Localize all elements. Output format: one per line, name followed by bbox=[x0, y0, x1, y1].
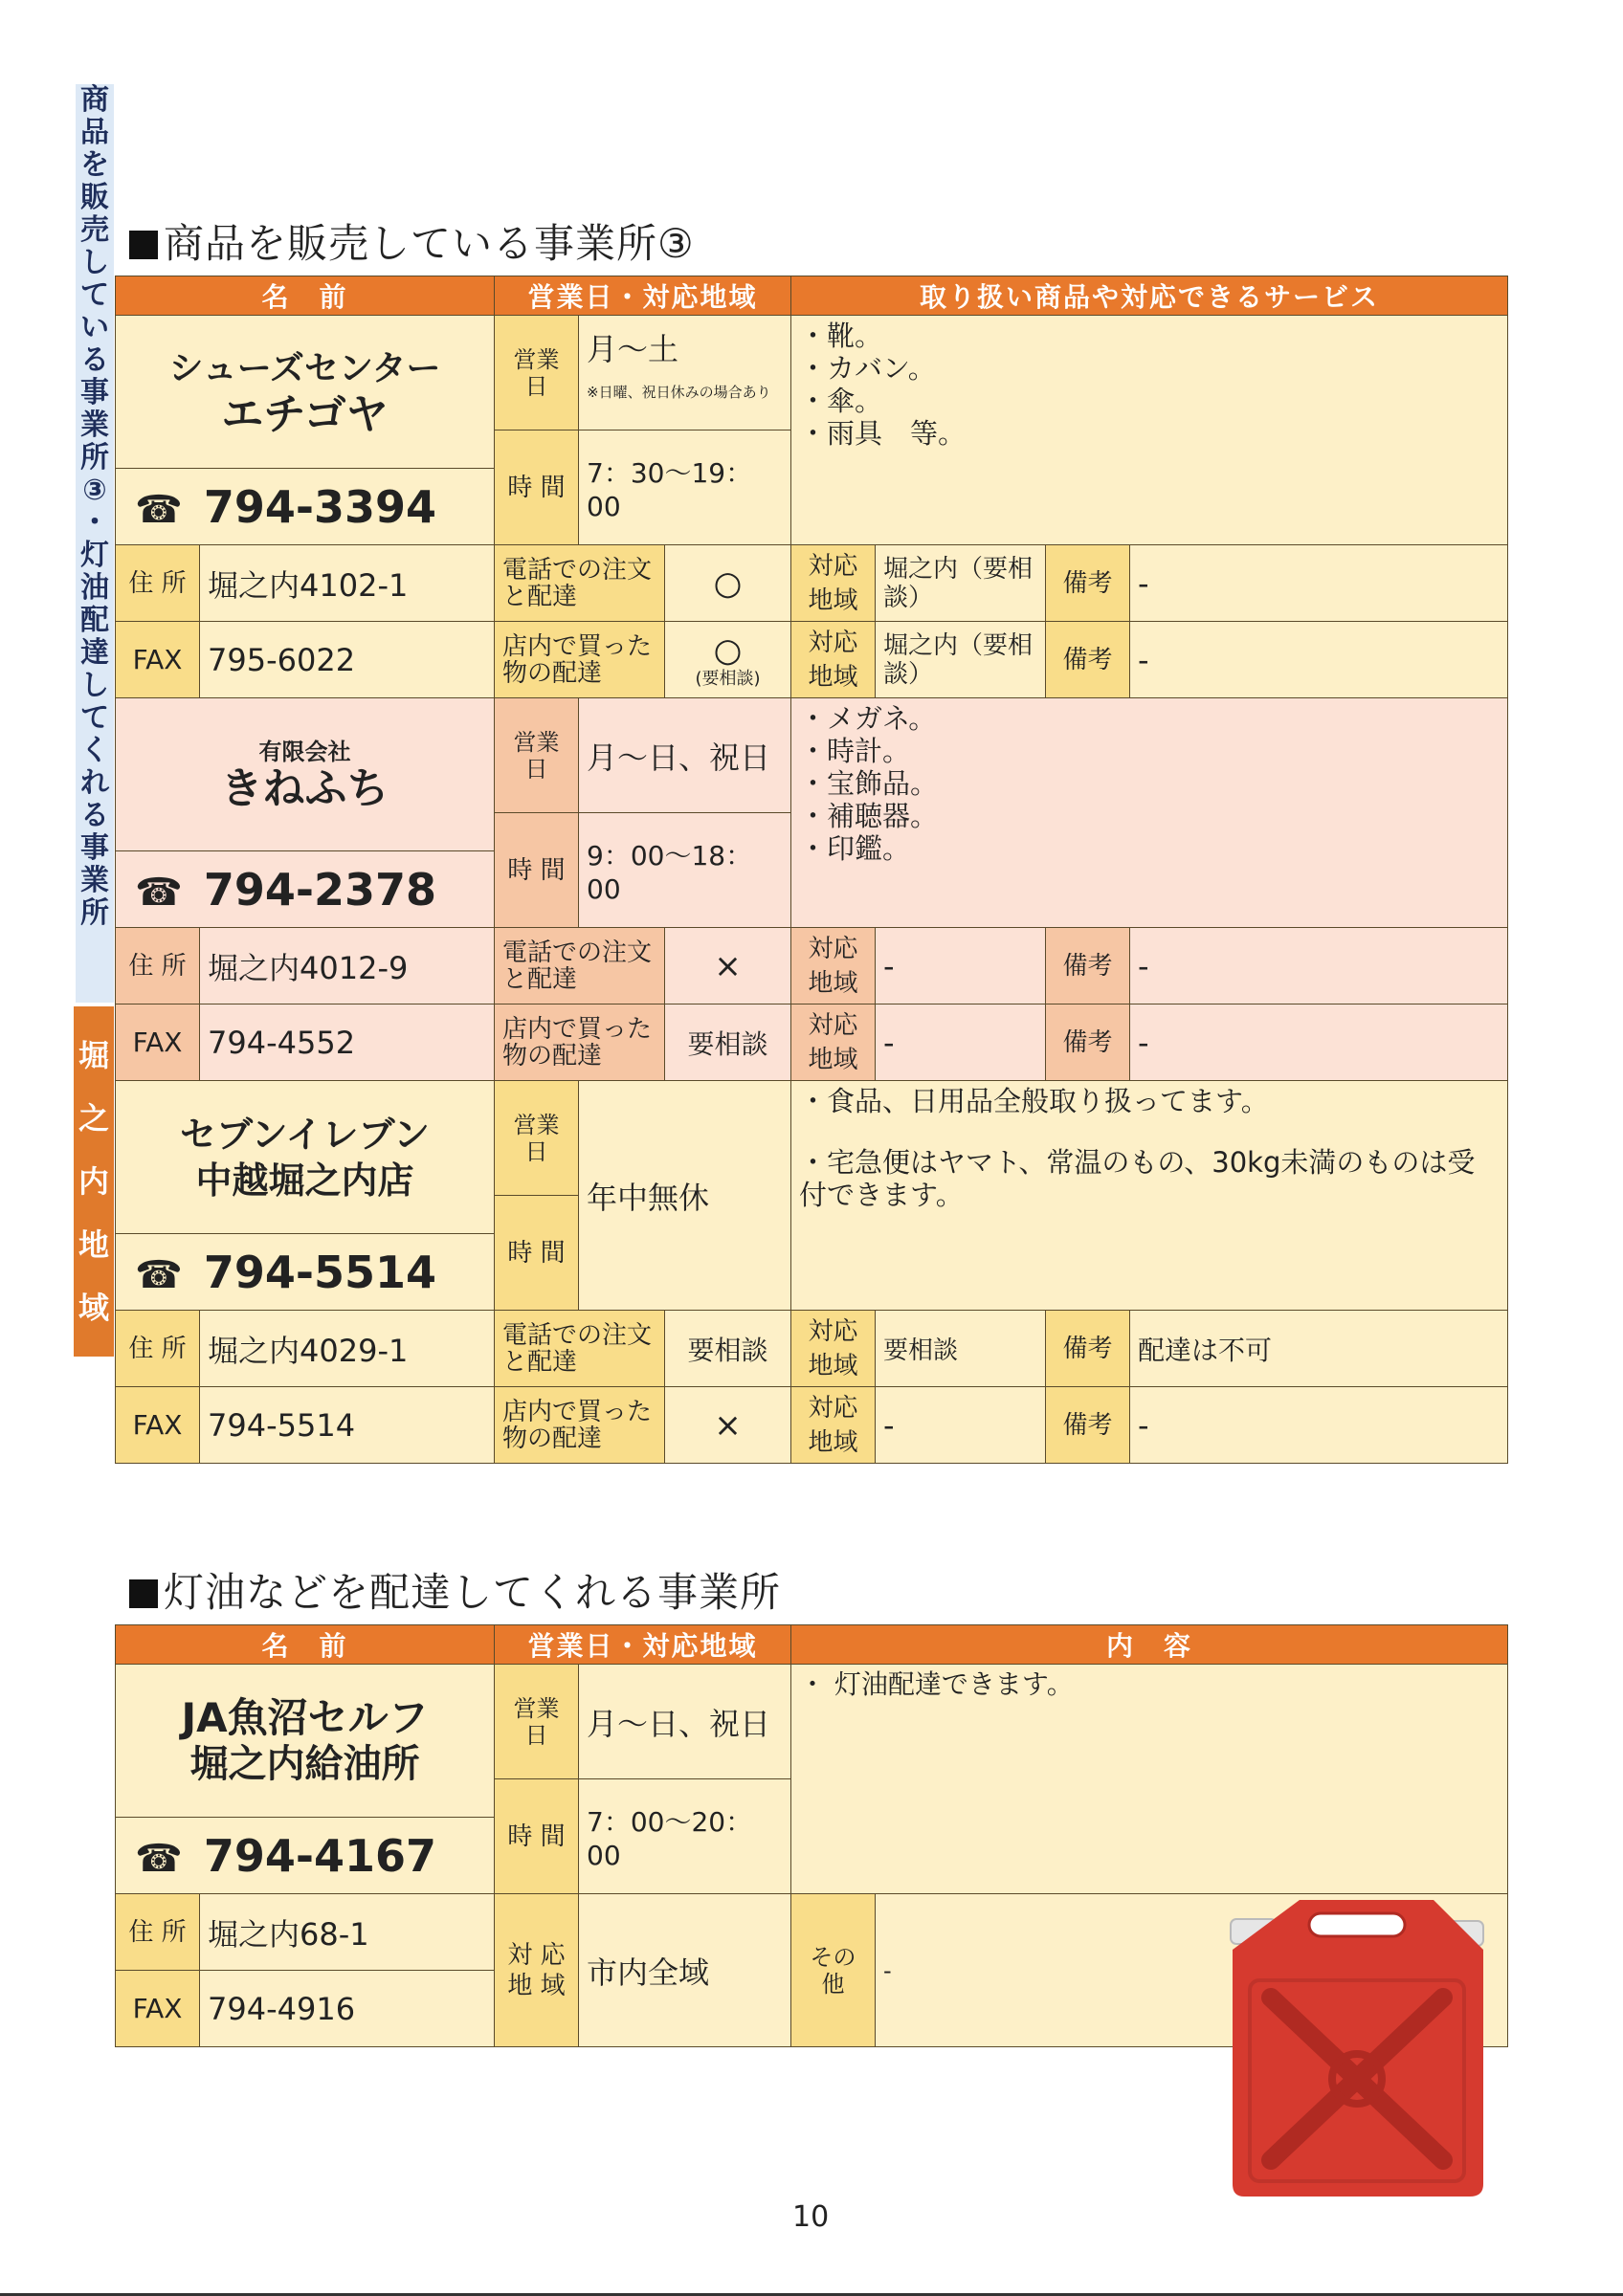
square-bullet-icon bbox=[129, 231, 158, 259]
address: 堀之内68-1 bbox=[200, 1894, 495, 1971]
table-row bbox=[116, 545, 1508, 622]
phone-order-value: 要相談 bbox=[665, 1311, 791, 1387]
side-tab-char: ③ bbox=[82, 474, 107, 507]
business-days: 年中無休 bbox=[579, 1081, 791, 1311]
section-title-fuel: 灯油などを配達してくれる事業所 bbox=[129, 1561, 781, 1619]
fuel-can-icon bbox=[1213, 1892, 1501, 2198]
phone-order-label: 電話での注文と配達 bbox=[495, 928, 665, 1004]
side-tab-char: 油 bbox=[80, 571, 109, 605]
side-tab-char: る bbox=[80, 799, 109, 832]
side-tab-char: て bbox=[80, 701, 109, 735]
hours-label: 時 間 bbox=[495, 813, 579, 928]
business-days-label: 営業日 bbox=[495, 698, 579, 813]
area-label: 対応地域 bbox=[791, 545, 876, 622]
area-label: 対応地域 bbox=[791, 1311, 876, 1387]
remarks: - bbox=[1130, 622, 1508, 698]
store-delivery-value: ○ (要相談) bbox=[665, 622, 791, 698]
other-label: その他 bbox=[791, 1894, 876, 2047]
store-delivery-label: 店内で買った物の配達 bbox=[495, 622, 665, 698]
page-number: 10 bbox=[792, 2200, 830, 2234]
address: 堀之内4102-1 bbox=[200, 545, 495, 622]
remarks-label: 備考 bbox=[1046, 928, 1130, 1004]
phone-number: ☎ 794-2378 bbox=[116, 851, 495, 928]
side-tab-char: 所 bbox=[80, 441, 109, 475]
side-tab-char: 堀 bbox=[78, 1037, 109, 1073]
area-label: 対応地域 bbox=[791, 622, 876, 698]
address-label: 住 所 bbox=[116, 928, 200, 1004]
table-row bbox=[116, 622, 1508, 698]
fax-label: FAX bbox=[116, 1387, 200, 1464]
fax-label: FAX bbox=[116, 622, 200, 698]
header-days-area: 営業日・対応地域 bbox=[495, 1625, 791, 1665]
area: - bbox=[876, 1387, 1046, 1464]
side-tab-area bbox=[74, 1006, 114, 1357]
goods-list: ・靴。 ・カバン。 ・傘。 ・雨具 等。 bbox=[791, 316, 1508, 545]
address: 堀之内4029-1 bbox=[200, 1311, 495, 1387]
side-tab-char: 売 bbox=[80, 213, 109, 247]
side-tab-char: る bbox=[80, 343, 109, 377]
side-tab-char: て bbox=[80, 278, 109, 312]
hours: 7：00～20：00 bbox=[579, 1779, 791, 1894]
phone-order-label: 電話での注文と配達 bbox=[495, 545, 665, 622]
goods-list: ・食品、日用品全般取り扱ってます。 ・宅急便はヤマト、常温のもの、30kg未満のものは受付できます。 bbox=[791, 1081, 1508, 1311]
side-tab-char: 配 bbox=[80, 604, 109, 637]
store-delivery-label: 店内で買った物の配達 bbox=[495, 1387, 665, 1464]
shop-name: 有限会社 きねふち bbox=[116, 698, 495, 851]
phone-number: ☎ 794-5514 bbox=[116, 1234, 495, 1311]
fax: 795-6022 bbox=[200, 622, 495, 698]
header-name: 名 前 bbox=[116, 276, 495, 316]
goods-list: ・メガネ。 ・時計。 ・宝飾品。 ・補聴器。 ・印鑑。 bbox=[791, 698, 1508, 928]
phone-icon: ☎ bbox=[135, 1252, 183, 1297]
table-row bbox=[116, 1081, 1508, 1196]
side-tab-char: く bbox=[80, 734, 109, 767]
table-row bbox=[116, 316, 1508, 430]
shop-name: シューズセンター エチゴヤ bbox=[116, 316, 495, 469]
content: ・ 灯油配達できます。 bbox=[791, 1665, 1508, 1894]
side-tab-char: 販 bbox=[80, 181, 109, 214]
hours: 9：00～18：00 bbox=[579, 813, 791, 928]
fax: 794-5514 bbox=[200, 1387, 495, 1464]
remarks-label: 備考 bbox=[1046, 545, 1130, 622]
header-content: 内 容 bbox=[791, 1625, 1508, 1665]
side-tab-char: 地 bbox=[78, 1226, 109, 1263]
business-days-label: 営業日 bbox=[495, 1081, 579, 1196]
hours-label: 時 間 bbox=[495, 1196, 579, 1311]
address-label: 住 所 bbox=[116, 545, 200, 622]
shop-name: セブンイレブン 中越堀之内店 bbox=[116, 1081, 495, 1234]
fax-label: FAX bbox=[116, 1004, 200, 1081]
side-tab-char: 事 bbox=[80, 376, 109, 409]
area-label: 対応地域 bbox=[791, 928, 876, 1004]
hours-label: 時 間 bbox=[495, 1779, 579, 1894]
table-row bbox=[116, 698, 1508, 813]
side-tab-char: し bbox=[80, 246, 109, 279]
address-label: 住 所 bbox=[116, 1894, 200, 1971]
area-label: 対 応 地 域 bbox=[495, 1894, 579, 2047]
address: 堀之内4012-9 bbox=[200, 928, 495, 1004]
area: 市内全域 bbox=[579, 1894, 791, 2047]
phone-order-label: 電話での注文と配達 bbox=[495, 1311, 665, 1387]
fax-label: FAX bbox=[116, 1971, 200, 2047]
remarks: - bbox=[1130, 1387, 1508, 1464]
side-tab-char: 所 bbox=[80, 896, 109, 930]
fax: 794-4552 bbox=[200, 1004, 495, 1081]
side-tab-char: 品 bbox=[80, 116, 109, 149]
side-tab-section bbox=[76, 84, 114, 1003]
remarks: - bbox=[1130, 928, 1508, 1004]
side-tab-char: い bbox=[80, 311, 109, 344]
business-days: 月～日、祝日 bbox=[579, 1665, 791, 1779]
remarks-label: 備考 bbox=[1046, 622, 1130, 698]
remarks-label: 備考 bbox=[1046, 1004, 1130, 1081]
table-row bbox=[116, 1665, 1508, 1779]
side-tab-char: 内 bbox=[78, 1163, 109, 1200]
phone-icon: ☎ bbox=[135, 1836, 183, 1881]
section-title-shops: 商品を販売している事業所③ bbox=[129, 212, 695, 270]
square-bullet-icon bbox=[129, 1579, 158, 1608]
side-tab-char: 商 bbox=[80, 83, 109, 117]
header-days-area: 営業日・対応地域 bbox=[495, 276, 791, 316]
area: 堀之内（要相談） bbox=[876, 622, 1046, 698]
store-delivery-label: 店内で買った物の配達 bbox=[495, 1004, 665, 1081]
remarks-label: 備考 bbox=[1046, 1311, 1130, 1387]
area: 堀之内（要相談） bbox=[876, 545, 1046, 622]
phone-order-value: × bbox=[665, 928, 791, 1004]
side-tab-char: 灯 bbox=[80, 539, 109, 572]
remarks: - bbox=[1130, 545, 1508, 622]
side-tab-char: 域 bbox=[78, 1290, 109, 1326]
table-header-row bbox=[116, 1625, 1508, 1665]
store-delivery-value: 要相談 bbox=[665, 1004, 791, 1081]
phone-number: ☎ 794-3394 bbox=[116, 469, 495, 545]
area-label: 対応地域 bbox=[791, 1004, 876, 1081]
side-tab-char: を bbox=[80, 148, 109, 182]
remarks-label: 備考 bbox=[1046, 1387, 1130, 1464]
table-row bbox=[116, 1387, 1508, 1464]
area-label: 対応地域 bbox=[791, 1387, 876, 1464]
area: 要相談 bbox=[876, 1311, 1046, 1387]
fax: 794-4916 bbox=[200, 1971, 495, 2047]
hours: 7：30～19：00 bbox=[579, 430, 791, 545]
side-tab-char: ・ bbox=[80, 506, 109, 540]
side-tab-char: れ bbox=[80, 766, 109, 800]
phone-number: ☎ 794-4167 bbox=[116, 1818, 495, 1894]
phone-order-value: ○ bbox=[665, 545, 791, 622]
phone-icon: ☎ bbox=[135, 870, 183, 915]
shops-table bbox=[115, 276, 1508, 1464]
header-name: 名 前 bbox=[116, 1625, 495, 1665]
area: - bbox=[876, 928, 1046, 1004]
hours-label: 時 間 bbox=[495, 430, 579, 545]
header-goods: 取り扱い商品や対応できるサービス bbox=[791, 276, 1508, 316]
business-days: 月～土 ※日曜、祝日休みの場合あり bbox=[579, 316, 791, 430]
store-delivery-value: × bbox=[665, 1387, 791, 1464]
side-tab-char: 事 bbox=[80, 831, 109, 865]
phone-icon: ☎ bbox=[135, 487, 183, 532]
side-tab-char: 達 bbox=[80, 636, 109, 670]
remarks: 配達は不可 bbox=[1130, 1311, 1508, 1387]
table-header-row bbox=[116, 276, 1508, 316]
table-row bbox=[116, 928, 1508, 1004]
table-row bbox=[116, 1004, 1508, 1081]
business-days: 月～日、祝日 bbox=[579, 698, 791, 813]
table-row bbox=[116, 1311, 1508, 1387]
area: - bbox=[876, 1004, 1046, 1081]
side-tab-char: し bbox=[80, 669, 109, 702]
side-tab-char: 之 bbox=[78, 1100, 109, 1137]
remarks: - bbox=[1130, 1004, 1508, 1081]
side-tab-char: 業 bbox=[80, 408, 109, 442]
shop-name: JA魚沼セルフ 堀之内給油所 bbox=[116, 1665, 495, 1818]
other: - bbox=[876, 1894, 1508, 2047]
business-days-label: 営業日 bbox=[495, 1665, 579, 1779]
business-days-label: 営業日 bbox=[495, 316, 579, 430]
side-tab-char: 業 bbox=[80, 864, 109, 897]
address-label: 住 所 bbox=[116, 1311, 200, 1387]
